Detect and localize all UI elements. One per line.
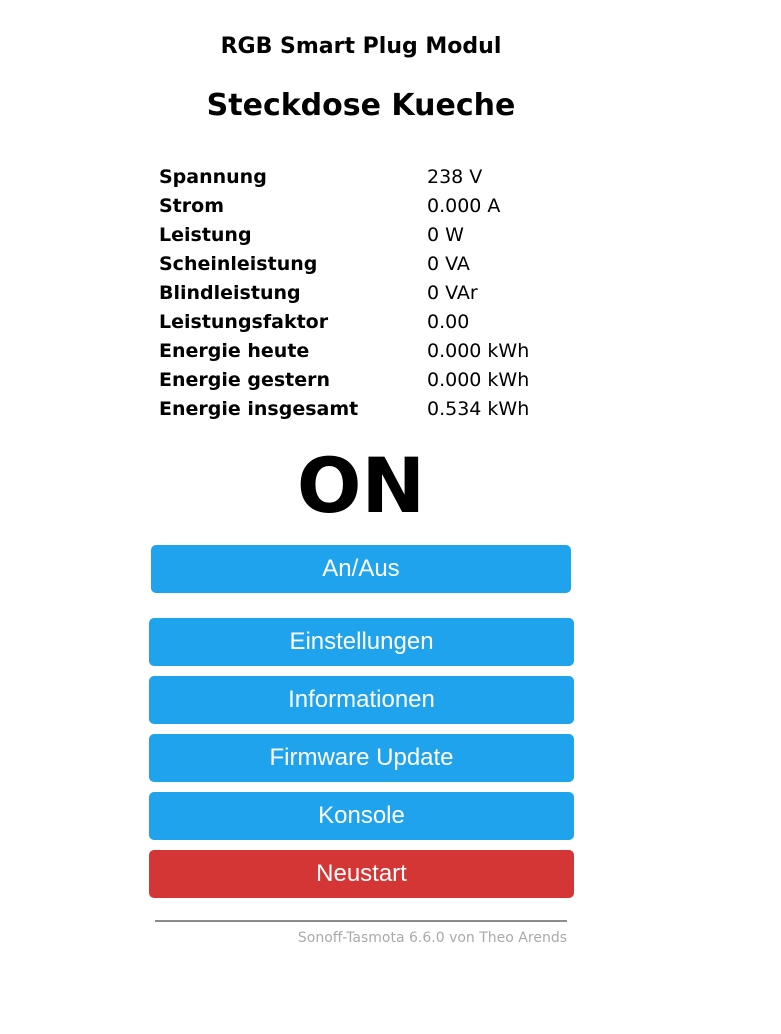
sensor-label: Energie heute <box>159 340 310 362</box>
sensor-label: Spannung <box>159 166 267 188</box>
sensor-value: 0.000 A <box>427 195 501 217</box>
footer-divider <box>155 920 567 922</box>
sensor-row-scheinleistung <box>159 250 529 279</box>
sensor-value: 0 W <box>427 224 464 246</box>
console-button[interactable]: Konsole <box>149 792 574 840</box>
sensor-label: Leistungsfaktor <box>159 311 329 333</box>
footer-credits[interactable]: Sonoff-Tasmota 6.6.0 von Theo Arends <box>297 930 567 946</box>
sensor-label: Scheinleistung <box>159 253 318 275</box>
device-name: Steckdose Kueche <box>206 88 516 123</box>
sensor-label: Strom <box>159 195 224 217</box>
restart-button[interactable]: Neustart <box>149 850 574 898</box>
information-button[interactable]: Informationen <box>149 676 574 724</box>
sensor-row-energie-insgesamt <box>159 395 529 424</box>
sensor-value: 238 V <box>427 166 483 188</box>
sensor-row-blindleistung <box>159 279 529 308</box>
sensor-value: 0.00 <box>427 311 470 333</box>
sensor-table <box>159 163 529 424</box>
sensor-value: 0.534 kWh <box>427 398 530 420</box>
sensor-row-leistung <box>159 221 529 250</box>
sensor-label: Energie gestern <box>159 369 331 391</box>
settings-button[interactable]: Einstellungen <box>149 618 574 666</box>
sensor-value: 0.000 kWh <box>427 340 530 362</box>
toggle-button[interactable]: An/Aus <box>151 545 571 593</box>
sensor-value: 0.000 kWh <box>427 369 530 391</box>
sensor-label: Blindleistung <box>159 282 301 304</box>
sensor-label: Energie insgesamt <box>159 398 359 420</box>
sensor-row-spannung <box>159 163 529 192</box>
sensor-value: 0 VAr <box>427 282 478 304</box>
sensor-value: 0 VA <box>427 253 470 275</box>
sensor-row-energie-gestern <box>159 366 529 395</box>
sensor-label: Leistung <box>159 224 252 246</box>
firmware-update-button[interactable]: Firmware Update <box>149 734 574 782</box>
power-state: ON <box>296 441 426 530</box>
sensor-row-energie-heute <box>159 337 529 366</box>
sensor-row-strom <box>159 192 529 221</box>
sensor-row-leistungsfaktor <box>159 308 529 337</box>
module-name: RGB Smart Plug Modul <box>220 34 502 59</box>
